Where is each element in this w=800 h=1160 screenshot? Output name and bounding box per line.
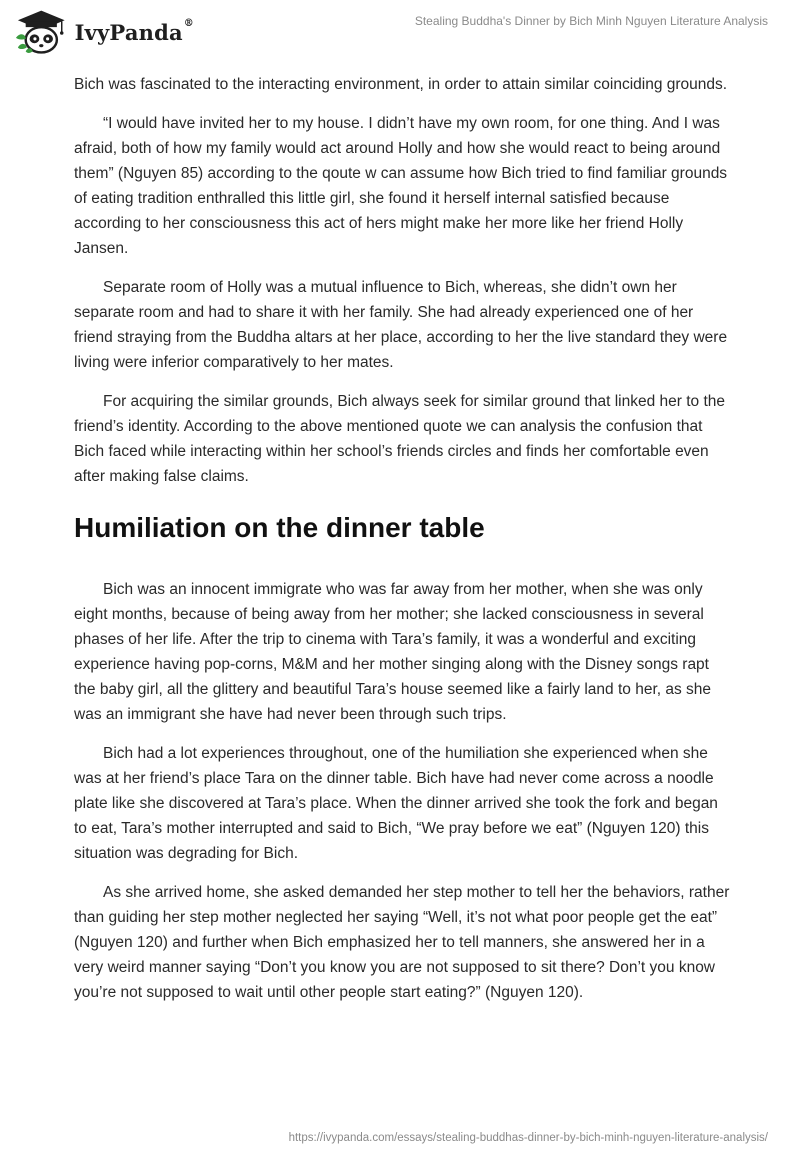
essay-body bbox=[74, 72, 734, 1019]
logo-wordmark: IvyPanda® bbox=[74, 17, 194, 45]
paragraph: “I would have invited her to my house. I didn’t have my own room, for one thing. And I was afraid, both of how my family would act around Holly and how she would react to being around them” (Nguyen 85) according to the qoute w can assume how Bich tried to find familiar grounds of eating tradition enthralled this little girl, she found it herself internal satisfied because according to her consciousness this act of hers might make her more like her friend Holly Jansen. bbox=[74, 115, 728, 257]
source-url-link[interactable]: https://ivypanda.com/essays/stealing-buddhas-dinner-by-bich-minh-nguyen-literature-analysis/ bbox=[288, 1132, 768, 1144]
section-heading: Humiliation on the dinner table bbox=[74, 512, 485, 543]
paragraph: Bich was fascinated to the interacting environment, in order to attain similar coinciding grounds. bbox=[74, 76, 728, 93]
registered-mark: ® bbox=[183, 17, 194, 29]
page-header bbox=[0, 0, 800, 66]
paragraph: For acquiring the similar grounds, Bich always seek for similar ground that linked her to the friend’s identity. According to the above mentioned quote we can analysis the confusion that Bich faced while interacting within her school’s friends circles and finds her comfortable even after making false claims. bbox=[74, 393, 726, 485]
ivypanda-logo[interactable] bbox=[14, 8, 194, 56]
paragraph: Separate room of Holly was a mutual influence to Bich, whereas, she didn’t own her separate room and had to share it with her family. She had already experienced one of her friend straying from the Buddha altars at her place, according to her the live standard they were living were inferior comparatively to her mates. bbox=[74, 279, 728, 371]
document-title: Stealing Buddha's Dinner by Bich Minh Nguyen Literature Analysis bbox=[414, 14, 768, 28]
paragraph: Bich was an innocent immigrate who was far away from her mother, when she was only eight months, because of being away from her mother; she lacked consciousness in several phases of her life. After the trip to cinema with Tara’s family, it was a wonderful and exciting experience having pop-corns, M&M and her mother singing along with the Disney songs rapt the baby girl, all the glittery and beautiful Tara’s house seemed like a fairly land to her, as she was an immigrant she have had never been through such trips. bbox=[74, 581, 712, 723]
paragraph: As she arrived home, she asked demanded her step mother to tell her the behaviors, rather than guiding her step mother neglected her saying “Well, it’s not what poor people get the eat” (Nguyen 120) and further when Bich emphasized her to tell manners, she answered her in a very weird manner saying “Don’t you know you are not supposed to sit there? Don’t you know you’re not supposed to wait until other people start eating?” (Nguyen 120). bbox=[74, 884, 730, 1001]
paragraph: Bich had a lot experiences throughout, one of the humiliation she experienced when she was at her friend’s place Tara on the dinner table. Bich have had never come across a noodle plate like she discovered at Tara’s place. When the dinner arrived she took the fork and began to eat, Tara’s mother interrupted and said to Bich, “We pray before we eat” (Nguyen 120) this situation was degrading for Bich. bbox=[74, 745, 718, 862]
panda-graduation-cap-icon bbox=[14, 8, 69, 56]
